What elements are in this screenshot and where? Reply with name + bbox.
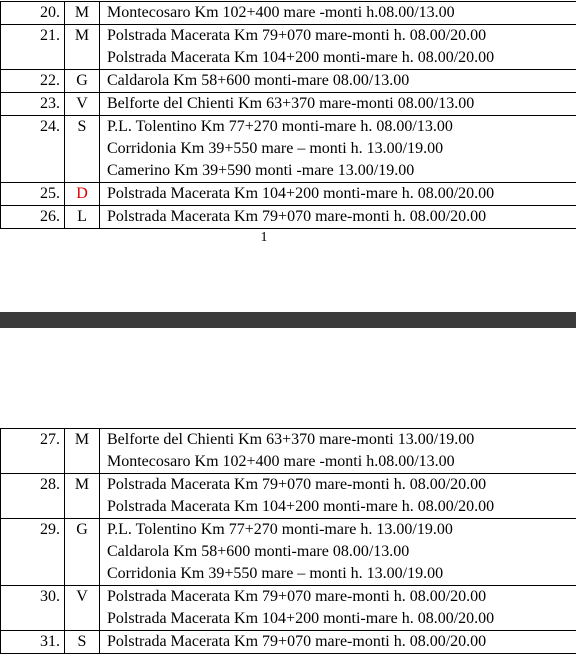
checkpoint-entries-cell — [100, 70, 576, 93]
checkpoint-entry: Polstrada Macerata Km 79+070 mare-monti h. 08.00/20.00 — [107, 586, 576, 608]
checkpoint-entries-cell — [100, 93, 576, 116]
day-number-cell: 30. — [1, 586, 65, 631]
checkpoint-entry: Camerino Km 39+590 monti -mare 13.00/19.00 — [107, 160, 576, 182]
checkpoint-entries-cell — [100, 631, 576, 654]
checkpoint-entries-cell — [100, 25, 576, 70]
checkpoint-entries-cell — [100, 519, 576, 586]
checkpoint-entry: Polstrada Macerata Km 104+200 monti-mare h. 08.00/20.00 — [107, 496, 576, 518]
weekday-cell: L — [65, 206, 100, 229]
weekday-cell: V — [65, 93, 100, 116]
document-page-top — [0, 0, 576, 312]
day-number-cell: 27. — [1, 429, 65, 474]
weekday-cell: G — [65, 519, 100, 586]
weekday-cell: M — [65, 474, 100, 519]
day-number-cell: 24. — [1, 116, 65, 183]
weekday-cell: S — [65, 631, 100, 654]
weekday-cell: M — [65, 25, 100, 70]
day-number-cell: 23. — [1, 93, 65, 116]
table-row — [1, 206, 576, 229]
day-number-cell: 21. — [1, 25, 65, 70]
table-row — [1, 519, 576, 586]
checkpoint-entries-cell — [100, 183, 576, 206]
day-number-cell: 25. — [1, 183, 65, 206]
schedule-table-bottom — [0, 428, 576, 654]
checkpoint-entry: Polstrada Macerata Km 79+070 mare-monti h. 08.00/20.00 — [107, 631, 576, 653]
checkpoint-entry: Caldarola Km 58+600 monti-mare 08.00/13.00 — [107, 541, 576, 563]
day-number-cell: 31. — [1, 631, 65, 654]
weekday-cell: V — [65, 586, 100, 631]
weekday-cell: M — [65, 429, 100, 474]
checkpoint-entries-cell — [100, 2, 576, 25]
checkpoint-entries-cell — [100, 206, 576, 229]
checkpoint-entry: P.L. Tolentino Km 77+270 monti-mare h. 13.00/19.00 — [107, 519, 576, 541]
weekday-cell: M — [65, 2, 100, 25]
day-number-cell: 22. — [1, 70, 65, 93]
checkpoint-entry: Montecosaro Km 102+400 mare -monti h.08.00/13.00 — [107, 2, 576, 24]
day-number-cell: 29. — [1, 519, 65, 586]
checkpoint-entry: Corridonia Km 39+550 mare – monti h. 13.00/19.00 — [107, 563, 576, 585]
checkpoint-entry: Polstrada Macerata Km 79+070 mare-monti h. 08.00/20.00 — [107, 474, 576, 496]
checkpoint-entry: Caldarola Km 58+600 monti-mare 08.00/13.00 — [107, 70, 576, 92]
table-row — [1, 586, 576, 631]
checkpoint-entries-cell — [100, 429, 576, 474]
checkpoint-entry: Polstrada Macerata Km 104+200 monti-mare h. 08.00/20.00 — [107, 47, 576, 69]
schedule-table-body — [1, 429, 576, 654]
checkpoint-entry: Polstrada Macerata Km 79+070 mare-monti h. 08.00/20.00 — [107, 206, 576, 228]
page-number: 1 — [0, 229, 528, 247]
table-row — [1, 631, 576, 654]
day-number-cell: 20. — [1, 2, 65, 25]
checkpoint-entry: P.L. Tolentino Km 77+270 monti-mare h. 08.00/13.00 — [107, 116, 576, 138]
checkpoint-entries-cell — [100, 116, 576, 183]
day-number-cell: 26. — [1, 206, 65, 229]
weekday-cell: S — [65, 116, 100, 183]
page-separator — [0, 312, 576, 328]
checkpoint-entry: Belforte del Chienti Km 63+370 mare-monti 08.00/13.00 — [107, 93, 576, 115]
weekday-cell: G — [65, 70, 100, 93]
checkpoint-entry: Corridonia Km 39+550 mare – monti h. 13.00/19.00 — [107, 138, 576, 160]
checkpoint-entries-cell — [100, 586, 576, 631]
table-row — [1, 474, 576, 519]
table-row — [1, 183, 576, 206]
table-row — [1, 429, 576, 474]
day-number-cell: 28. — [1, 474, 65, 519]
table-row — [1, 70, 576, 93]
checkpoint-entry: Belforte del Chienti Km 63+370 mare-monti 13.00/19.00 — [107, 429, 576, 451]
checkpoint-entry: Polstrada Macerata Km 104+200 monti-mare h. 08.00/20.00 — [107, 608, 576, 630]
schedule-table-top — [0, 1, 576, 229]
checkpoint-entry: Montecosaro Km 102+400 mare -monti h.08.00/13.00 — [107, 451, 576, 473]
table-row — [1, 25, 576, 70]
table-row — [1, 116, 576, 183]
checkpoint-entry: Polstrada Macerata Km 104+200 monti-mare h. 08.00/20.00 — [107, 183, 576, 205]
checkpoint-entries-cell — [100, 474, 576, 519]
schedule-table-body — [1, 2, 576, 229]
table-row — [1, 2, 576, 25]
table-row — [1, 93, 576, 116]
weekday-cell-holiday: D — [65, 183, 100, 206]
checkpoint-entry: Polstrada Macerata Km 79+070 mare-monti h. 08.00/20.00 — [107, 25, 576, 47]
